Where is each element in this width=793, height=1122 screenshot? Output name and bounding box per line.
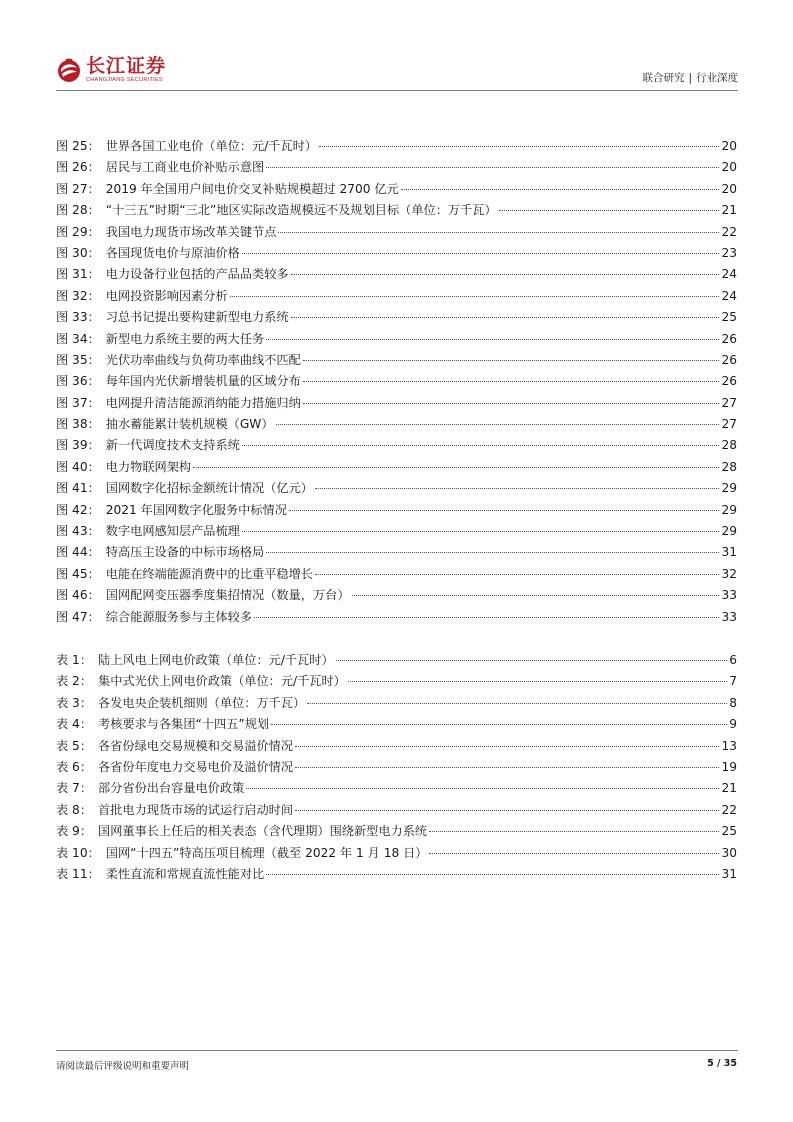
figure-page-number: 28: [721, 438, 737, 453]
figure-title: 综合能源服务参与主体较多: [105, 609, 253, 624]
figure-entry[interactable]: [56, 179, 737, 200]
figure-label: 图 45：: [56, 566, 100, 581]
figure-page-number: 20: [721, 139, 737, 153]
page-header: [56, 52, 738, 92]
figure-page-number: 31: [721, 545, 737, 560]
table-entry[interactable]: [56, 864, 737, 885]
table-label: 表 7：: [56, 781, 93, 796]
table-page-number: 25: [721, 824, 737, 839]
report-subcategory: 行业深度: [696, 72, 738, 84]
table-title: 国网董事长上任后的相关表态（含代理期）围绕新型电力系统: [98, 824, 428, 839]
figure-entry[interactable]: [56, 264, 737, 285]
table-entry[interactable]: [56, 821, 737, 842]
figure-label: 图 36：: [56, 374, 100, 389]
figure-title: 特高压主设备的中标市场格局: [105, 545, 265, 560]
table-entry[interactable]: [56, 714, 737, 735]
figure-entry[interactable]: [56, 222, 737, 243]
table-entry[interactable]: [56, 800, 737, 821]
figure-title: “十三五”时期“三北”地区实际改造规模远不及规划目标（单位：万千瓦）: [105, 203, 497, 218]
dot-leader: [266, 552, 719, 553]
table-label: 表 5：: [56, 738, 93, 753]
figure-title: 电能在终端能源消费中的比重平稳增长: [105, 566, 313, 581]
dot-leader: [303, 403, 720, 404]
table-title: 各省份绿电交易规模和交易溢价情况: [98, 738, 294, 753]
figure-label: 图 47：: [56, 609, 100, 624]
figure-entry[interactable]: [56, 414, 737, 435]
figure-entry[interactable]: [56, 542, 737, 563]
dot-leader: [278, 232, 719, 233]
table-title: 各发电央企装机细则（单位：万千瓦）: [98, 695, 306, 710]
dot-leader: [348, 681, 727, 682]
table-title: 国网“十四五”特高压项目梳理（截至 2022 年 1 月 18 日）: [105, 845, 428, 860]
dot-leader: [499, 210, 720, 211]
dot-leader: [295, 746, 719, 747]
figure-entry[interactable]: [56, 307, 737, 328]
dot-leader: [429, 831, 719, 832]
dot-leader: [295, 810, 719, 811]
table-index: [56, 650, 737, 885]
dot-leader: [266, 167, 719, 168]
figure-entry[interactable]: [56, 157, 737, 178]
figure-title: 我国电力现货市场改革关键节点: [105, 224, 277, 239]
figure-page-number: 29: [721, 481, 737, 496]
figure-page-number: 29: [721, 524, 737, 539]
figure-label: 图 43：: [56, 524, 100, 539]
figure-entry[interactable]: [56, 200, 737, 221]
figure-label: 图 38：: [56, 417, 100, 432]
table-page-number: 7: [729, 674, 737, 689]
figure-entry[interactable]: [56, 136, 737, 157]
figure-label: 图 29：: [56, 224, 100, 239]
header-separator: |: [688, 72, 692, 84]
figure-entry[interactable]: [56, 564, 737, 585]
figure-label: 图 34：: [56, 331, 100, 346]
figure-title: 国网配网变压器季度集招情况（数量，万台）: [105, 588, 350, 603]
table-page-number: 21: [721, 781, 737, 796]
figure-label: 图 35：: [56, 352, 100, 367]
page-number: 5 / 35: [707, 1058, 737, 1069]
table-title: 各省份年度电力交易电价及溢价情况: [98, 759, 294, 774]
table-label: 表 6：: [56, 759, 93, 774]
figure-entry[interactable]: [56, 500, 737, 521]
figure-page-number: 27: [721, 395, 737, 410]
report-category: [642, 70, 738, 85]
table-label: 表 4：: [56, 717, 93, 732]
table-label: 表 1：: [56, 652, 93, 667]
figure-page-number: 26: [721, 352, 737, 367]
figure-title: 各国现货电价与原油价格: [105, 245, 240, 260]
figure-label: 图 42：: [56, 502, 100, 517]
figure-label: 图 40：: [56, 459, 100, 474]
dot-leader: [401, 189, 720, 190]
dot-leader: [242, 253, 720, 254]
figure-entry[interactable]: [56, 585, 737, 606]
dot-leader: [266, 874, 719, 875]
dot-leader: [315, 574, 720, 575]
dot-leader: [336, 660, 728, 661]
figure-label: 图 41：: [56, 481, 100, 496]
figure-page-number: 24: [721, 288, 737, 303]
figure-entry[interactable]: [56, 350, 737, 371]
header-divider: [56, 90, 738, 91]
table-label: 表 3：: [56, 695, 93, 710]
figure-label: 图 44：: [56, 545, 100, 560]
figure-title: 2019 年全国用户间电价交叉补贴规模超过 2700 亿元: [105, 181, 399, 196]
table-title: 集中式光伏上网电价政策（单位：元/千瓦时）: [98, 674, 346, 689]
figure-title: 光伏功率曲线与负荷功率曲线不匹配: [105, 352, 301, 367]
figure-label: 图 31：: [56, 267, 100, 282]
dot-leader: [246, 788, 719, 789]
figure-label: 图 33：: [56, 310, 100, 325]
figure-label: 图 30：: [56, 245, 100, 260]
table-entry[interactable]: [56, 778, 737, 799]
footer-disclaimer: 请阅读最后评级说明和重要声明: [56, 1061, 190, 1072]
dot-leader: [289, 510, 720, 511]
footer-divider: [56, 1050, 738, 1051]
dot-leader: [315, 488, 720, 489]
dot-leader: [271, 724, 727, 725]
figure-title: 电力物联网架构: [105, 459, 192, 474]
table-label: 表 11：: [56, 866, 100, 881]
figure-title: 世界各国工业电价（单位：元/千瓦时）: [105, 139, 318, 153]
figure-index: [56, 136, 737, 628]
figure-title: 抽水蓄能累计装机规模（GW）: [105, 417, 274, 432]
figure-label: 图 37：: [56, 395, 100, 410]
figure-title: 每年国内光伏新增装机量的区域分布: [105, 374, 301, 389]
dot-leader: [303, 360, 720, 361]
figure-entry[interactable]: [56, 286, 737, 307]
figure-entry[interactable]: [56, 478, 737, 499]
figure-entry[interactable]: [56, 393, 737, 414]
dot-leader: [307, 703, 727, 704]
figure-page-number: 29: [721, 502, 737, 517]
figure-page-number: 33: [721, 609, 737, 624]
figure-page-number: 21: [721, 203, 737, 218]
figure-page-number: 22: [721, 224, 737, 239]
dot-leader: [242, 445, 720, 446]
figure-entry[interactable]: [56, 435, 737, 456]
figure-title: 国网数字化招标金额统计情况（亿元）: [105, 481, 313, 496]
table-page-number: 19: [721, 759, 737, 774]
dot-leader: [295, 767, 719, 768]
table-entry[interactable]: [56, 650, 737, 671]
figure-page-number: 23: [721, 245, 737, 260]
dot-leader: [291, 317, 720, 318]
table-label: 表 2：: [56, 674, 93, 689]
dot-leader: [429, 853, 719, 854]
table-page-number: 9: [729, 717, 737, 732]
table-title: 考核要求与各集团“十四五”规划: [98, 717, 270, 732]
table-entry[interactable]: [56, 757, 737, 778]
figure-title: 2021 年国网数字化服务中标情况: [105, 502, 287, 517]
figure-title: 居民与工商业电价补贴示意图: [105, 160, 265, 175]
figure-page-number: 26: [721, 374, 737, 389]
figure-entry[interactable]: [56, 521, 737, 542]
figure-entry[interactable]: [56, 457, 737, 478]
table-page-number: 31: [721, 866, 737, 881]
figure-page-number: 26: [721, 331, 737, 346]
figure-entry[interactable]: [56, 607, 737, 628]
dot-leader: [254, 617, 719, 618]
figure-title: 电网投资影响因素分析: [105, 288, 228, 303]
table-label: 表 9：: [56, 824, 93, 839]
dot-leader: [303, 381, 720, 382]
company-logo: [56, 52, 176, 88]
table-page-number: 13: [721, 738, 737, 753]
table-title: 部分省份出台容量电价政策: [98, 781, 245, 796]
logo-english-name: CHANGJIANG SECURITIES: [86, 77, 163, 83]
changjiang-logo-icon: [56, 57, 82, 83]
table-of-contents: [56, 136, 737, 885]
figure-label: 图 26：: [56, 160, 100, 175]
logo-chinese-name: 长江证券: [86, 55, 167, 77]
figure-label: 图 32：: [56, 288, 100, 303]
figure-title: 新一代调度技术支持系统: [105, 438, 240, 453]
figure-title: 新型电力系统主要的两大任务: [105, 331, 265, 346]
table-page-number: 22: [721, 802, 737, 817]
dot-leader: [266, 339, 719, 340]
table-entry[interactable]: [56, 843, 737, 864]
table-page-number: 30: [721, 845, 737, 860]
figure-label: 图 27：: [56, 181, 100, 196]
figure-page-number: 32: [721, 566, 737, 581]
dot-leader: [291, 274, 720, 275]
figure-title: 电力设备行业包括的产品品类较多: [105, 267, 289, 282]
table-title: 陆上风电上网电价政策（单位：元/千瓦时）: [98, 652, 334, 667]
figure-label: 图 28：: [56, 203, 100, 218]
figure-page-number: 28: [721, 459, 737, 474]
dot-leader: [242, 531, 720, 532]
figure-label: 图 46：: [56, 588, 100, 603]
table-entry[interactable]: [56, 736, 737, 757]
figure-title: 数字电网感知层产品梳理: [105, 524, 240, 539]
dot-leader: [319, 146, 719, 147]
table-page-number: 6: [729, 652, 737, 667]
table-label: 表 8：: [56, 802, 93, 817]
figure-page-number: 20: [721, 160, 737, 175]
figure-title: 习总书记提出要构建新型电力系统: [105, 310, 289, 325]
figure-entry[interactable]: [56, 371, 737, 392]
figure-page-number: 24: [721, 267, 737, 282]
figure-title: 电网提升清洁能源消纳能力措施归纳: [105, 395, 301, 410]
table-entry[interactable]: [56, 671, 737, 692]
table-entry[interactable]: [56, 693, 737, 714]
table-page-number: 8: [729, 695, 737, 710]
figure-entry[interactable]: [56, 243, 737, 264]
report-type: 联合研究: [642, 72, 685, 84]
dot-leader: [193, 467, 719, 468]
dot-leader: [352, 595, 720, 596]
table-title: 柔性直流和常规直流性能对比: [105, 866, 265, 881]
figure-label: 图 25：: [56, 139, 100, 153]
figure-page-number: 25: [721, 310, 737, 325]
figure-label: 图 39：: [56, 438, 100, 453]
figure-page-number: 20: [721, 181, 737, 196]
table-title: 首批电力现货市场的试运行启动时间: [98, 802, 294, 817]
figure-page-number: 33: [721, 588, 737, 603]
dot-leader: [230, 296, 720, 297]
figure-entry[interactable]: [56, 329, 737, 350]
figure-page-number: 27: [721, 417, 737, 432]
table-label: 表 10：: [56, 845, 100, 860]
dot-leader: [276, 424, 720, 425]
